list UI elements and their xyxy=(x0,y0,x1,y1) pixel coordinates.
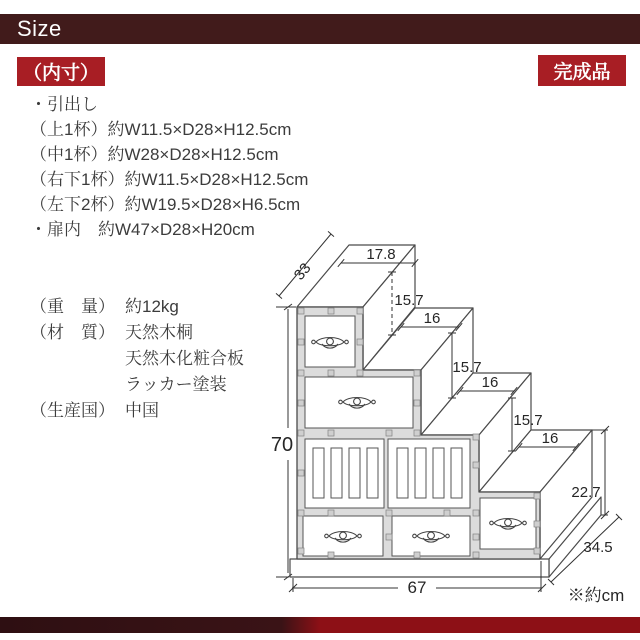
origin-label: （生産国） xyxy=(30,401,115,420)
spec-line: （中1杯）約W28×D28×H12.5cm xyxy=(30,145,279,164)
dim-riser1: 15.7 xyxy=(394,292,424,309)
weight-value: 約12kg xyxy=(125,297,179,316)
dim-right-height: 22.7 xyxy=(571,484,601,501)
spec-line: （左下2杯）約W19.5×D28×H6.5cm xyxy=(30,195,301,214)
spec-line: （上1杯）約W11.5×D28×H12.5cm xyxy=(30,120,292,139)
weight-label: （重 量） xyxy=(30,297,115,316)
dim-riser3: 15.7 xyxy=(513,412,543,429)
dim-depth-top: 33 xyxy=(290,259,315,284)
material-label: （材 質） xyxy=(30,323,115,342)
inner-dimensions-tag: （内寸） xyxy=(17,57,105,86)
drawer-middle xyxy=(305,377,413,428)
dim-depth-bottom: 34.5 xyxy=(583,539,613,556)
spec-line: ・扉内 約W47×D28×H20cm xyxy=(30,220,255,239)
dim-total-width: 67 xyxy=(407,578,427,597)
footer-bar xyxy=(0,617,640,633)
spec-line: （右下1杯）約W11.5×D28×H12.5cm xyxy=(30,170,309,189)
dim-riser2: 15.7 xyxy=(452,359,482,376)
dim-tread4: 16 xyxy=(541,430,559,447)
drawer-top xyxy=(305,316,355,367)
dim-tread3: 16 xyxy=(481,374,499,391)
material-row-3: ラッカー塗装 xyxy=(125,375,227,394)
drawer-bottom-right xyxy=(480,498,536,549)
dim-tread-top: 17.8 xyxy=(366,246,396,263)
drawer-bottom-left xyxy=(303,516,383,556)
base-plinth xyxy=(290,559,549,577)
origin-value: 中国 xyxy=(125,401,159,420)
page-title: Size xyxy=(17,16,62,41)
dim-tread2: 16 xyxy=(423,310,441,327)
finished-product-tag: 完成品 xyxy=(538,55,626,86)
drawer-bottom-middle xyxy=(392,516,470,556)
material-value: 天然木桐 xyxy=(125,323,193,342)
spec-line: ・引出し xyxy=(30,95,98,114)
unit-note: ※約cm xyxy=(567,586,625,605)
dim-total-height: 70 xyxy=(270,434,294,456)
material-row-2: 天然木化粧合板 xyxy=(125,349,244,368)
